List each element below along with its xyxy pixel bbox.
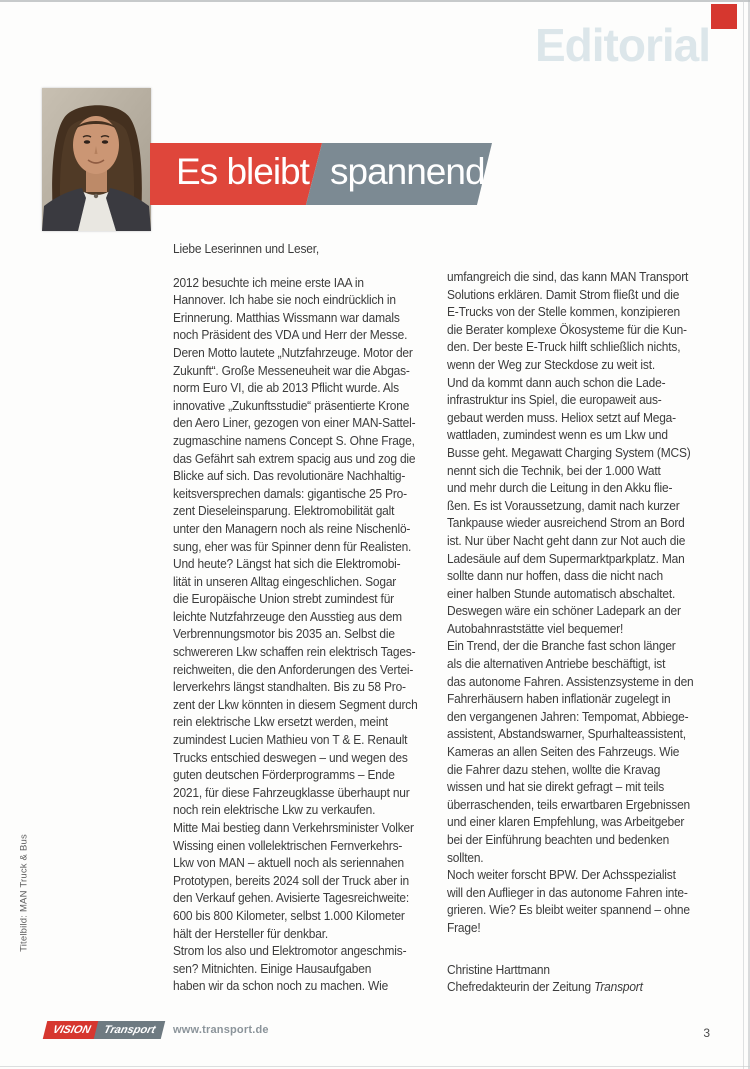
- article-body: [173, 240, 721, 996]
- text-line: und einer klaren Empfehlung, was Arbeitgeber: [447, 814, 685, 830]
- text-line: die Europäische Union strebt zumindest für: [173, 591, 394, 607]
- text-line: das Gefährt sah extrem spacig aus und zog die: [173, 450, 416, 466]
- text-line: noch rein elektrische Lkw zu verkaufen.: [173, 802, 376, 818]
- text-line: einer halben Stunde automatisch abschaltet.: [447, 585, 676, 601]
- text-line: sollte dann nur hoffen, dass die nicht nach: [447, 568, 663, 584]
- signature-role-text: Chefredakteurin der Zeitung: [447, 979, 595, 995]
- text-line: Lkw von MAN – aktuell noch als seriennahen: [173, 855, 404, 871]
- text-line: zent Dieseleinsparung. Elektromobilität galt: [173, 503, 395, 519]
- scan-edge-top: [0, 0, 750, 2]
- text-line: Deswegen wäre ein schöner Ladepark an der: [447, 603, 681, 619]
- text-line: schwereren Lkw schaffen rein elektrisch Tages-: [173, 644, 416, 660]
- text-line: Deren Motto lautete „Nutzfahrzeuge. Motor der: [173, 344, 413, 360]
- text-line: Verbrennungsmotor bis 2035 an. Selbst die: [173, 626, 395, 642]
- text-line: ßen. Es ist Voraussetzung, damit nach kurzer: [447, 497, 680, 513]
- text-line: den Verkauf gehen. Avisierte Tagesreichweite:: [173, 890, 409, 906]
- page-number: 3: [703, 1026, 710, 1040]
- website-url: www.transport.de: [173, 1024, 269, 1036]
- text-line: lerverkehrs längst standhalten. Bis zu 58 Pro-: [173, 679, 406, 695]
- text-line: 2021, für diese Fahrzeugklasse überhaupt nur: [173, 784, 410, 800]
- page-title-part2: spannend: [330, 151, 485, 192]
- text-line: überraschenden, teils erwartbaren Ergebnissen: [447, 796, 691, 812]
- text-line: Solutions erklären. Damit Strom fließt und die: [447, 286, 680, 302]
- text-line: Ladesäule auf dem Supermarktparkplatz. Man: [447, 550, 685, 566]
- text-line: Strom los also und Elektromotor angeschmis-: [173, 943, 407, 959]
- logo-transport-text: Transport: [102, 1024, 157, 1036]
- left-column-text: [173, 274, 420, 995]
- text-line: will den Auflieger in das autonome Fahren inte-: [447, 884, 688, 900]
- text-line: Tankpause wieder ausreichend Strom an Bord: [447, 515, 685, 531]
- corner-red-marker: [711, 4, 737, 29]
- footer: [45, 1021, 705, 1043]
- text-line: keitsversprechen damals: gigantische 25 Pro-: [173, 485, 407, 501]
- text-line: Frage!: [447, 919, 481, 935]
- text-line: Ein Trend, der die Branche fast schon länger: [447, 638, 676, 654]
- signature-name: Christine Harttmann: [447, 961, 550, 977]
- text-line: 600 bis 800 Kilometer, selbst 1.000 Kilometer: [173, 907, 405, 923]
- text-line: Blicke auf sich. Das revolutionäre Nachhaltig-: [173, 468, 406, 484]
- signature-publication: Transport: [594, 979, 643, 995]
- signature-block: [447, 961, 699, 996]
- text-line: zent der Lkw könnten in diesem Segment durch: [173, 696, 418, 712]
- text-line: Und da kommt dann auch schon die Lade-: [447, 374, 666, 390]
- text-line: grieren. Wie? Es bleibt weiter spannend – ohne: [447, 902, 690, 918]
- logo-transport-box: [94, 1021, 166, 1039]
- text-line: norm Euro VI, die ab 2013 Pflicht wurde. Als: [173, 380, 399, 396]
- text-line: sung, eher was für Spinner denn für Realisten.: [173, 538, 412, 554]
- text-line: Zukunft“. Große Messeneuheit war die Abgas-: [173, 362, 410, 378]
- text-line: Mitte Mai bestieg dann Verkehrsminister Volker: [173, 820, 414, 835]
- text-line: lität in unseren Alltag eingeschlichen. Sogar: [173, 573, 397, 589]
- photo-credit-vertical: Titelbild: MAN Truck & Bus: [18, 834, 30, 952]
- text-line: wenn der Weg zur Steckdose zu weit ist.: [447, 356, 655, 372]
- text-line: Wissing einen vollelektrischen Fernverkehrs-: [173, 837, 403, 853]
- signature-role: [447, 978, 699, 996]
- text-line: umfangreich die sind, das kann MAN Transport: [447, 269, 689, 284]
- section-label: Editorial: [534, 19, 710, 71]
- text-line: Hannover. Ich habe sie noch eindrücklich in: [173, 292, 396, 308]
- text-line: Kameras an allen Seiten des Fahrzeugs. Wie: [447, 744, 680, 760]
- article-column-right: [447, 268, 721, 996]
- logo-vision-text: VISION: [51, 1024, 92, 1036]
- text-line: bei der Einführung beachten und bedenken: [447, 832, 670, 847]
- text-line: den Aero Liner, gezogen von einer MAN-Sattel-: [173, 415, 416, 431]
- text-line: 2012 besuchte ich meine erste IAA in: [173, 274, 364, 290]
- vision-transport-logo: [45, 1021, 163, 1039]
- text-line: die Berater komplexe Ökosysteme für die Kun-: [447, 321, 687, 337]
- text-line: nennt sich die Technik, bei der 1.000 Watt: [447, 462, 661, 478]
- text-line: leichte Nutzfahrzeuge den Ausstieg aus dem: [173, 608, 402, 624]
- text-line: gebaut werden muss. Heliox setzt auf Mega-: [447, 409, 676, 425]
- text-line: noch Präsident des VDA und Herr der Messe.: [173, 327, 408, 343]
- text-line: innovative „Zukunftsstudie“ präsentierte Krone: [173, 397, 410, 413]
- right-column-text: [447, 268, 699, 937]
- text-line: haben wir da schon noch zu machen. Wie: [173, 978, 389, 994]
- logo-vision-box: [43, 1021, 101, 1039]
- text-line: hält der Hersteller für denkbar.: [173, 925, 328, 941]
- text-line: assistent, Abstandswarner, Spurhalteassistent,: [447, 726, 686, 742]
- article-column-left: [173, 240, 441, 996]
- text-line: Und heute? Längst hat sich die Elektromobi-: [173, 556, 401, 572]
- scan-edge-bottom: [0, 1066, 750, 1067]
- text-line: guten deutschen Förderprogramms – Ende: [173, 767, 395, 783]
- author-portrait-photo: [42, 88, 151, 231]
- greeting-line: Liebe Leserinnen und Leser,: [173, 241, 319, 256]
- text-line: Busse geht. Megawatt Charging System (MCS): [447, 444, 691, 460]
- text-line: E-Trucks von der Stelle kommen, konzipieren: [447, 304, 680, 320]
- text-line: die Fahrer dazu stehen, wollte die Kravag: [447, 761, 661, 777]
- page-title-part1: Es bleibt: [176, 151, 309, 192]
- text-line: den vergangenen Jahren: Tempomat, Abbiege-: [447, 708, 689, 724]
- text-line: Noch weiter forscht BPW. Der Achsspezialist: [447, 867, 676, 883]
- text-line: wissen und hat sie direkt gefragt – mit teils: [447, 779, 665, 795]
- text-line: wattladen, zumindest wenn es um Lkw und: [447, 427, 668, 443]
- text-line: das autonome Fahren. Assistenzsysteme in den: [447, 673, 694, 689]
- text-line: Erinnerung. Matthias Wissmann war damals: [173, 309, 400, 325]
- text-line: sen? Mitnichten. Einige Hausaufgaben: [173, 960, 372, 976]
- text-line: sollten.: [447, 849, 484, 865]
- portrait-illustration: [42, 88, 151, 231]
- text-line: infrastruktur ins Spiel, die europaweit aus-: [447, 392, 662, 408]
- text-line: Fahrerhäusern haben inflationär zugelegt in: [447, 691, 671, 707]
- scan-edge-right: [743, 0, 744, 1069]
- text-line: rein elektrische Lkw ersetzt werden, meint: [173, 714, 388, 730]
- text-line: und mehr durch die Leitung in den Akku flie-: [447, 480, 673, 496]
- text-line: den. Der beste E-Truck hilft schließlich nichts,: [447, 339, 681, 355]
- text-line: Autobahnraststätte viel bequemer!: [447, 620, 624, 636]
- text-line: Trucks entschied deswegen – und wegen des: [173, 749, 408, 765]
- title-banner: [150, 143, 492, 205]
- text-line: als die alternativen Antriebe beschäftigt, ist: [447, 656, 666, 672]
- text-line: reichweiten, die den Anforderungen des Vertei-: [173, 661, 414, 677]
- text-line: ist. Nur über Nacht geht dann zur Not auch die: [447, 532, 686, 548]
- text-line: unter den Managern noch als reine Nischenlö-: [173, 520, 411, 536]
- text-line: zumindest Lucien Mathieu von T & E. Renault: [173, 732, 408, 748]
- text-line: Prototypen, bereits 2024 soll der Truck aber in: [173, 872, 410, 888]
- text-line: zugmaschine namens Concept S. Ohne Frage,: [173, 432, 415, 448]
